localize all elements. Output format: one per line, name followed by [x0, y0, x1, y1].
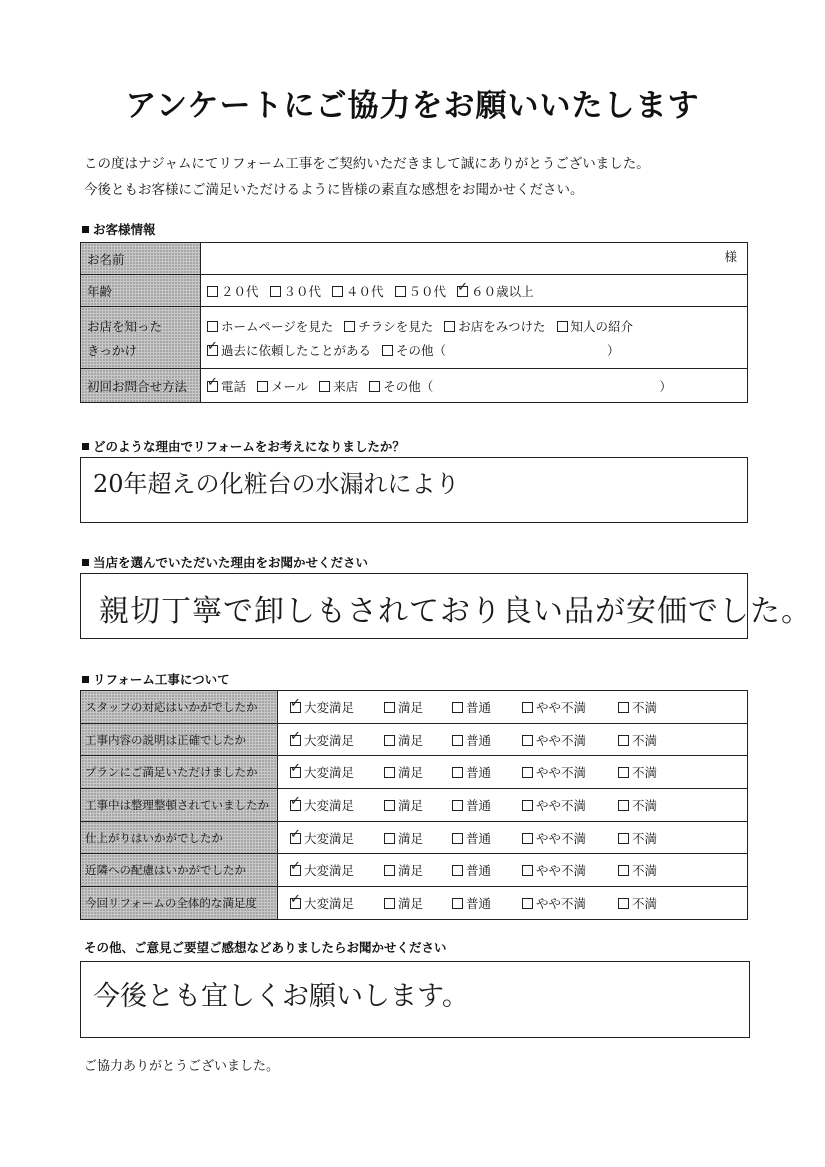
work-row: [81, 854, 748, 887]
work-option[interactable]: [290, 861, 384, 879]
work-option[interactable]: [618, 698, 678, 716]
checkbox-icon[interactable]: [384, 898, 395, 909]
work-option-label: 不満: [632, 699, 658, 715]
work-option[interactable]: [384, 829, 452, 847]
checkbox-icon[interactable]: [618, 898, 629, 909]
work-option[interactable]: [290, 731, 384, 749]
contact-option-label: 電話: [221, 378, 247, 394]
work-option-label: 大変満足: [304, 797, 355, 813]
work-options: [278, 691, 748, 724]
checkbox-icon[interactable]: [522, 735, 533, 746]
work-row: [81, 691, 748, 724]
work-option-label: 普通: [466, 732, 492, 748]
work-option-label: やや不満: [536, 732, 587, 748]
work-option-label: 大変満足: [304, 765, 355, 781]
work-question: 工事中は整理整頓されていましたか: [81, 789, 278, 822]
work-option[interactable]: [384, 763, 452, 781]
customer-info-table: [80, 242, 748, 403]
checkbox-icon[interactable]: [452, 865, 463, 876]
checkbox-icon[interactable]: [290, 833, 301, 844]
name-field[interactable]: [201, 243, 748, 275]
work-option[interactable]: [452, 861, 522, 879]
checkbox-icon[interactable]: [384, 865, 395, 876]
work-question: 今回リフォームの全体的な満足度: [81, 887, 278, 920]
work-option-label: 不満: [632, 895, 658, 911]
customer-section-heading: お客様情報: [82, 220, 156, 238]
work-evaluation-table: [80, 690, 748, 920]
checkbox-icon[interactable]: [452, 767, 463, 778]
work-option-label: やや不満: [536, 895, 587, 911]
work-options: [278, 756, 748, 789]
work-options: [278, 789, 748, 822]
work-option[interactable]: [452, 894, 522, 912]
work-option[interactable]: [452, 731, 522, 749]
trigger-option[interactable]: [444, 317, 545, 335]
reason-heading: どのような理由でリフォームをお考えになりましたか？: [82, 437, 405, 455]
work-option-label: やや不満: [536, 797, 587, 813]
age-option[interactable]: [332, 282, 384, 300]
work-option-label: 不満: [632, 830, 658, 846]
work-option-label: 大変満足: [304, 830, 355, 846]
checkbox-icon[interactable]: [618, 702, 629, 713]
checkbox-icon[interactable]: [522, 800, 533, 811]
work-row: [81, 756, 748, 789]
work-option[interactable]: [290, 894, 384, 912]
name-suffix: 様: [724, 249, 737, 264]
checkbox-icon[interactable]: [319, 381, 330, 392]
reason-answer: 20年超えの化粧台の水漏れにより: [93, 470, 460, 498]
work-heading: リフォーム工事について: [82, 670, 230, 688]
checkbox-icon[interactable]: [384, 735, 395, 746]
contact-option[interactable]: [369, 377, 433, 395]
work-option[interactable]: [618, 829, 678, 847]
work-option[interactable]: [618, 731, 678, 749]
checkbox-icon[interactable]: [444, 321, 455, 332]
age-label: 年齢: [81, 275, 201, 307]
checkbox-icon[interactable]: [290, 800, 301, 811]
work-question: 近隣への配慮はいかがでしたか: [81, 854, 278, 887]
work-option[interactable]: [618, 894, 678, 912]
work-row: [81, 723, 748, 756]
work-option[interactable]: [618, 861, 678, 879]
contact-option-label: その他（: [383, 378, 434, 394]
work-option-label: 普通: [466, 830, 492, 846]
checkbox-icon[interactable]: [522, 898, 533, 909]
choice-answer-box[interactable]: [80, 573, 812, 639]
checkbox-icon[interactable]: [452, 735, 463, 746]
contact-options: [201, 369, 748, 403]
checkbox-icon[interactable]: [522, 702, 533, 713]
trigger-label: お店を知った きっかけ: [81, 307, 201, 369]
work-row: [81, 887, 748, 920]
age-option-label: ５０代: [408, 283, 447, 299]
work-question: プランにご満足いただけましたか: [81, 756, 278, 789]
age-option[interactable]: [457, 282, 534, 300]
work-option-label: 普通: [466, 765, 492, 781]
contact-option-label: メール: [271, 378, 309, 394]
checkbox-icon[interactable]: [452, 898, 463, 909]
trigger-option[interactable]: [207, 341, 371, 359]
checkbox-icon[interactable]: [452, 800, 463, 811]
work-option-label: やや不満: [536, 830, 587, 846]
age-option-label: ２０代: [221, 283, 259, 299]
work-options: [278, 821, 748, 854]
intro-line-1: この度はナジャムにてリフォーム工事をご契約いただきまして誠にありがとうございました。: [84, 156, 650, 172]
checkbox-icon[interactable]: [290, 702, 301, 713]
work-option[interactable]: [290, 763, 384, 781]
name-label: お名前: [81, 243, 201, 275]
checkbox-icon[interactable]: [522, 833, 533, 844]
work-option[interactable]: [290, 698, 384, 716]
contact-option[interactable]: [207, 377, 246, 395]
contact-close: ）: [659, 378, 672, 394]
age-option[interactable]: [270, 282, 322, 300]
checkbox-icon[interactable]: [382, 345, 393, 356]
checkbox-icon[interactable]: [290, 767, 301, 778]
choice-heading: 当店を選んでいただいた理由をお聞かせください: [82, 553, 368, 571]
work-option[interactable]: [618, 763, 678, 781]
thanks-text: ご協力ありがとうございました。: [84, 1059, 280, 1074]
work-option-label: 満足: [398, 797, 424, 813]
work-option[interactable]: [384, 894, 452, 912]
work-option-label: 満足: [398, 732, 424, 748]
trigger-option[interactable]: [382, 341, 446, 359]
checkbox-icon[interactable]: [618, 833, 629, 844]
work-option-label: 満足: [398, 895, 424, 911]
work-option[interactable]: [452, 698, 522, 716]
work-row: [81, 821, 748, 854]
work-options: [278, 887, 748, 920]
checkbox-icon[interactable]: [522, 767, 533, 778]
checkbox-icon[interactable]: [452, 702, 463, 713]
trigger-option-label: 知人の紹介: [570, 318, 634, 334]
work-option-label: 普通: [466, 895, 492, 911]
checkbox-icon[interactable]: [207, 321, 218, 332]
work-option[interactable]: [522, 861, 618, 879]
work-option[interactable]: [522, 894, 618, 912]
work-question: 仕上がりはいかがでしたか: [81, 821, 278, 854]
work-option-label: 不満: [632, 863, 658, 879]
reason-answer-box[interactable]: [80, 457, 748, 523]
checkbox-icon[interactable]: [384, 702, 395, 713]
checkbox-icon[interactable]: [395, 286, 406, 297]
work-option-label: やや不満: [536, 863, 587, 879]
checkbox-icon[interactable]: [344, 321, 355, 332]
other-answer-box[interactable]: [80, 961, 750, 1038]
intro-line-2: 今後ともお客様にご満足いただけるように皆様の素直な感想をお聞かせください。: [84, 182, 584, 198]
checkbox-icon[interactable]: [257, 381, 268, 392]
work-option-label: やや不満: [536, 699, 587, 715]
work-option[interactable]: [522, 763, 618, 781]
work-option[interactable]: [290, 829, 384, 847]
work-option[interactable]: [522, 731, 618, 749]
other-answer: 今後とも宜しくお願いします。: [93, 981, 469, 1012]
work-option-label: 大変満足: [304, 863, 355, 879]
checkbox-icon[interactable]: [522, 865, 533, 876]
work-option[interactable]: [452, 763, 522, 781]
page-title: アンケートにご協力をお願いいたします: [125, 88, 700, 124]
other-heading: その他、ご意見ご要望ご感想などありましたらお聞かせください: [84, 940, 447, 955]
work-option-label: 普通: [466, 797, 492, 813]
contact-label: 初回お問合せ方法: [81, 369, 201, 403]
work-option-label: 満足: [398, 765, 424, 781]
work-option-label: 満足: [398, 863, 424, 879]
work-question: 工事内容の説明は正確でしたか: [81, 723, 278, 756]
work-option[interactable]: [290, 796, 384, 814]
contact-option[interactable]: [319, 377, 358, 395]
contact-option-label: 来店: [333, 378, 359, 394]
trigger-option-label: チラシを見た: [358, 318, 434, 334]
checkbox-icon[interactable]: [207, 345, 218, 356]
trigger-options: [201, 307, 748, 369]
age-options: [201, 275, 748, 307]
work-option-label: 不満: [632, 797, 658, 813]
trigger-option[interactable]: [207, 317, 333, 335]
checkbox-icon[interactable]: [384, 767, 395, 778]
work-option-label: 不満: [632, 765, 658, 781]
work-option-label: 満足: [398, 699, 424, 715]
trigger-close: ）: [607, 342, 620, 358]
checkbox-icon[interactable]: [290, 735, 301, 746]
work-option[interactable]: [618, 796, 678, 814]
work-row: [81, 789, 748, 822]
checkbox-icon[interactable]: [290, 865, 301, 876]
checkbox-icon[interactable]: [332, 286, 343, 297]
work-option-label: 普通: [466, 863, 492, 879]
checkbox-icon[interactable]: [207, 381, 218, 392]
work-option-label: 満足: [398, 830, 424, 846]
work-option[interactable]: [384, 861, 452, 879]
work-option[interactable]: [384, 796, 452, 814]
checkbox-icon[interactable]: [618, 800, 629, 811]
work-options: [278, 723, 748, 756]
choice-answer: 親切丁寧で卸しもされており良い品が安価でした。: [99, 594, 812, 629]
checkbox-icon[interactable]: [452, 833, 463, 844]
work-option[interactable]: [522, 829, 618, 847]
checkbox-icon[interactable]: [207, 286, 218, 297]
work-option[interactable]: [452, 829, 522, 847]
work-option-label: やや不満: [536, 765, 587, 781]
checkbox-icon[interactable]: [270, 286, 281, 297]
work-option-label: 不満: [632, 732, 658, 748]
work-option-label: 大変満足: [304, 699, 355, 715]
trigger-option-label: ホームページを見た: [221, 318, 334, 334]
work-option[interactable]: [452, 796, 522, 814]
work-options: [278, 854, 748, 887]
checkbox-icon[interactable]: [457, 286, 468, 297]
work-option[interactable]: [522, 698, 618, 716]
age-option[interactable]: [207, 282, 259, 300]
age-option-label: ６０歳以上: [471, 283, 534, 299]
trigger-option[interactable]: [557, 317, 634, 335]
work-option-label: 大変満足: [304, 895, 355, 911]
age-option[interactable]: [395, 282, 447, 300]
contact-option[interactable]: [257, 377, 308, 395]
trigger-option-label: 過去に依頼したことがある: [221, 342, 372, 358]
work-question: スタッフの対応はいかがでしたか: [81, 691, 278, 724]
work-option-label: 大変満足: [304, 732, 355, 748]
checkbox-icon[interactable]: [618, 865, 629, 876]
checkbox-icon[interactable]: [618, 735, 629, 746]
work-option[interactable]: [384, 731, 452, 749]
checkbox-icon[interactable]: [384, 833, 395, 844]
trigger-option-label: お店をみつけた: [458, 318, 546, 334]
age-option-label: ４０代: [346, 283, 384, 299]
work-option[interactable]: [522, 796, 618, 814]
checkbox-icon[interactable]: [384, 800, 395, 811]
age-option-label: ３０代: [283, 283, 322, 299]
checkbox-icon[interactable]: [369, 381, 380, 392]
checkbox-icon[interactable]: [290, 898, 301, 909]
checkbox-icon[interactable]: [557, 321, 568, 332]
checkbox-icon[interactable]: [618, 767, 629, 778]
trigger-option[interactable]: [344, 317, 433, 335]
trigger-option-label: その他（: [396, 342, 447, 358]
work-option-label: 普通: [466, 699, 492, 715]
work-option[interactable]: [384, 698, 452, 716]
